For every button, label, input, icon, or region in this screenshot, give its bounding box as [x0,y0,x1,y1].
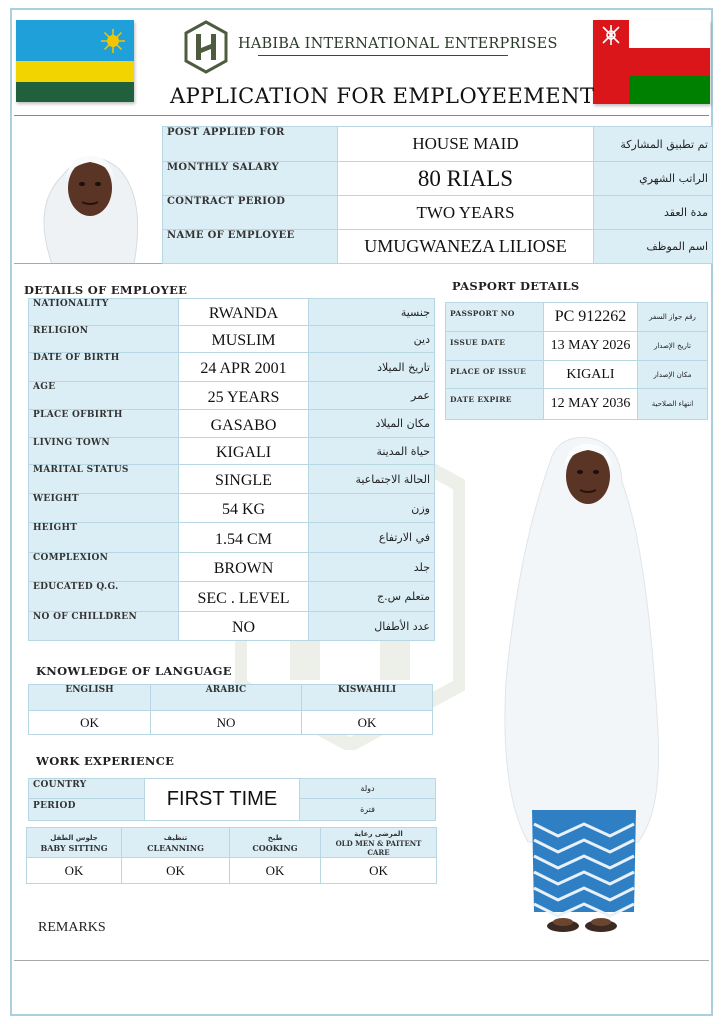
skill-value: OK [122,858,230,884]
period-arabic: فترة [300,799,436,821]
row-label: POST APPLIED FOR [163,127,338,162]
table-row [29,711,433,735]
skill-header [122,828,230,858]
table-row [29,523,435,553]
row-label: NATIONALITY [29,299,179,326]
row-arabic: متعلم س.ج [309,582,435,612]
table-row [27,858,437,884]
row-arabic: اسم الموظف [594,230,713,264]
country-arabic: دولة [300,779,436,799]
row-value: NO [179,612,309,641]
row-value: KIGALI [179,438,309,465]
row-value: 24 APR 2001 [179,353,309,382]
skill-label: OLD MEN & PAITENT CARE [335,838,422,857]
row-label: DATE EXPIRE [446,389,544,420]
table-row [29,553,435,582]
table-row [163,162,713,196]
company-logo [184,20,228,74]
work-experience-value: FIRST TIME [145,779,300,821]
divider [14,115,709,116]
language-value: NO [151,711,302,735]
table-row [29,326,435,353]
table-row [29,353,435,382]
skill-arabic: المرضى رعاية [354,829,403,838]
row-label: COMPLEXION [29,553,179,582]
table-row [29,612,435,641]
table-row [163,196,713,230]
language-value: OK [302,711,433,735]
post-value: HOUSE MAID [338,127,594,162]
row-label: EDUCATED Q.G. [29,582,179,612]
row-value: RWANDA [179,299,309,326]
page-title: APPLICATION FOR EMPLOYEEMENT [170,84,595,108]
row-value: 13 MAY 2026 [544,332,638,361]
table-row [29,299,435,326]
row-arabic: وزن [309,494,435,523]
row-label: HEIGHT [29,523,179,553]
company-name: HABIBA INTERNATIONAL ENTERPRISES [238,36,558,52]
row-arabic: عدد الأطفال [309,612,435,641]
row-label: CONTRACT PERIOD [163,196,338,230]
language-value: OK [29,711,151,735]
table-row [29,494,435,523]
row-label: NO OF CHILLDREN [29,612,179,641]
employee-portrait [22,146,154,264]
contract-value: TWO YEARS [338,196,594,230]
row-arabic: جنسية [309,299,435,326]
table-row [29,779,436,799]
rwanda-flag [16,20,134,102]
employee-details-table [28,298,435,641]
row-label: PLACE OF ISSUE [446,361,544,389]
column-header: KISWAHILI [302,685,433,711]
row-value: BROWN [179,553,309,582]
summary-table [162,126,713,264]
skill-value: OK [230,858,321,884]
row-label: AGE [29,382,179,410]
row-value: 12 MAY 2036 [544,389,638,420]
table-row [446,303,708,332]
row-arabic: انتهاء الصلاحية [638,389,708,420]
row-value: 54 KG [179,494,309,523]
row-arabic: تاريخ الميلاد [309,353,435,382]
row-value: SINGLE [179,465,309,494]
employee-name-value: UMUGWANEZA LILIOSE [338,230,594,264]
oman-flag [593,20,710,104]
row-label: PASSPORT NO [446,303,544,332]
language-table [28,684,433,735]
row-label: NAME OF EMPLOYEE [163,230,338,264]
row-arabic: الراتب الشهري [594,162,713,196]
row-label: ISSUE DATE [446,332,544,361]
row-label: PLACE OFBIRTH [29,410,179,438]
table-row [29,685,433,711]
divider [14,960,709,961]
row-arabic: تم تطبيق المشاركة [594,127,713,162]
table-row [163,230,713,264]
row-arabic: مكان الميلاد [309,410,435,438]
row-value: 25 YEARS [179,382,309,410]
row-label: LIVING TOWN [29,438,179,465]
row-arabic: رقم جواز السفر [638,303,708,332]
row-label: MONTHLY SALARY [163,162,338,196]
skill-header [27,828,122,858]
table-row [29,438,435,465]
skill-header [230,828,321,858]
salary-value: 80 RIALS [338,162,594,196]
skill-value: OK [27,858,122,884]
row-label: MARITAL STATUS [29,465,179,494]
employee-full-photo [498,432,668,944]
work-table [28,778,436,821]
skill-header [321,828,437,858]
skill-arabic: جلوس الطفل [50,833,98,842]
section-title-work: WORK EXPERIENCE [36,754,175,768]
row-label: DATE OF BIRTH [29,353,179,382]
column-header: ENGLISH [29,685,151,711]
skill-value: OK [321,858,437,884]
row-arabic: دين [309,326,435,353]
table-row [29,382,435,410]
skill-arabic: تنظيف [163,833,188,842]
section-title-employee: DETAILS OF EMPLOYEE [24,283,188,297]
emblem-icon [599,23,623,47]
table-row [446,332,708,361]
row-value: 1.54 CM [179,523,309,553]
table-row [29,410,435,438]
skill-label: BABY SITTING [40,842,108,853]
row-arabic: جلد [309,553,435,582]
table-row [446,361,708,389]
passport-table [445,302,708,420]
section-title-passport: PASPORT DETAILS [452,279,580,293]
row-arabic: عمر [309,382,435,410]
row-label: RELIGION [29,326,179,353]
table-row [29,582,435,612]
table-row [163,127,713,162]
row-arabic: حياة المدينة [309,438,435,465]
row-value: PC 912262 [544,303,638,332]
section-title-language: KNOWLEDGE OF LANGUAGE [36,664,232,678]
row-value: GASABO [179,410,309,438]
row-arabic: مدة العقد [594,196,713,230]
skill-arabic: طبخ [267,833,283,842]
row-arabic: الحالة الاجتماعية [309,465,435,494]
row-arabic: تاريخ الإصدار [638,332,708,361]
divider [14,263,164,264]
country-label: COUNTRY [29,779,145,799]
skills-table [26,827,437,884]
row-value: SEC . LEVEL [179,582,309,612]
sun-icon [100,28,126,54]
divider [258,55,508,56]
row-value: MUSLIM [179,326,309,353]
row-arabic: مكان الإصدار [638,361,708,389]
row-arabic: في الارتفاع [309,523,435,553]
remarks-label: REMARKS [38,920,106,935]
table-row [27,828,437,858]
table-row [29,465,435,494]
period-label: PERIOD [29,799,145,821]
skill-label: CLEANNING [147,842,204,853]
row-label: WEIGHT [29,494,179,523]
skill-label: COOKING [252,842,298,853]
column-header: ARABIC [151,685,302,711]
row-value: KIGALI [544,361,638,389]
table-row [446,389,708,420]
